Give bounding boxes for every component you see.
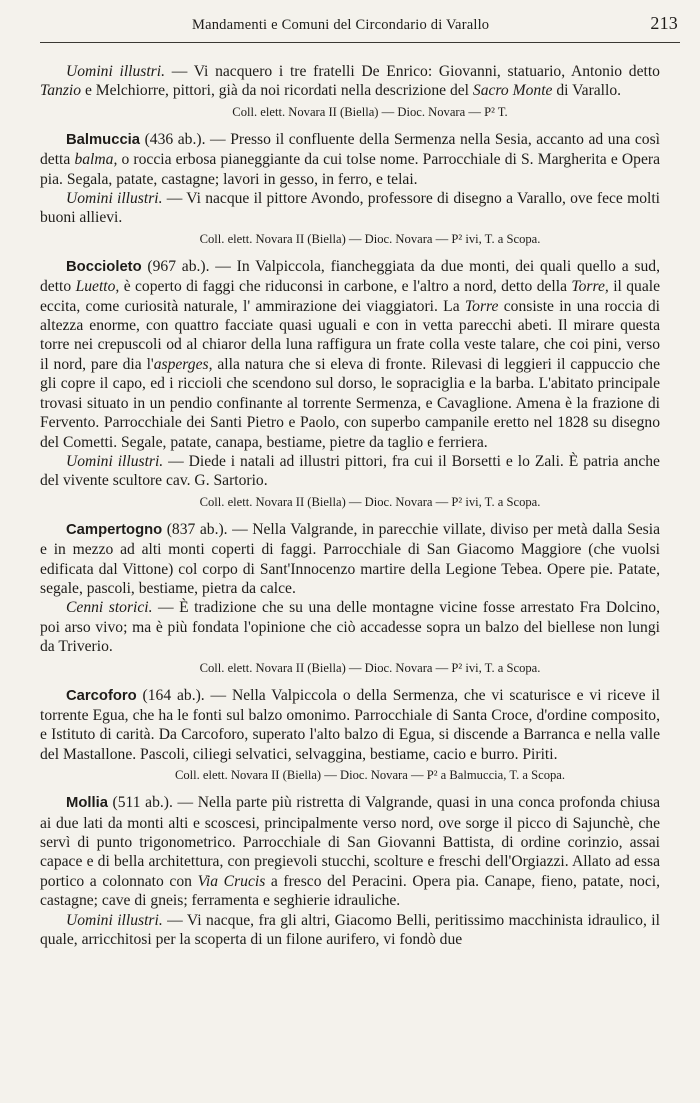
comune-name: Campertogno bbox=[66, 521, 163, 538]
paragraph: Uomini illustri. — Vi nacquero i tre fratelli De Enrico: Giovanni, statuario, Antonio detto Tanzio e Melchiorre, pittori, già da noi ricordati nella descrizione del Sacro Monte di Varallo. bbox=[40, 63, 660, 100]
header-title: Mandamenti e Comuni del Circondario di Varallo bbox=[192, 17, 490, 33]
running-header bbox=[40, 12, 680, 43]
page-number: 213 bbox=[650, 13, 678, 33]
paragraph: Uomini illustri. — Vi nacque, fra gli altri, Giacomo Belli, peritissimo macchinista idraulico, il quale, arricchitosi per la scoperta di un filone aurifero, vi fondò due bbox=[40, 911, 660, 949]
electoral-note: Coll. elett. Novara II (Biella) — Dioc. Novara — P² a Balmuccia, T. a Scopa. bbox=[174, 768, 566, 783]
entry-carcoforo bbox=[40, 686, 660, 784]
paragraph: Campertogno (837 ab.). — Nella Valgrande, in parecchie villate, diviso per metà dalla Sesia e in mezzo ad alti monti coperti di faggi. Parrocchiale di San Giacomo Maggiore (che vuolsi edificata dal Vittone) col corpo di Sant'Innocenzo martire della Legione Tebea. Opere pie. Patate, segale, pascoli, bestiame, pietra da calce. bbox=[40, 520, 660, 597]
paragraph: Carcoforo (164 ab.). — Nella Valpiccola o della Sermenza, che vi scaturisce e vi riceve il torrente Egua, che ha le fonti sul balzo omonimo. Parrocchiale di Santa Croce, d'ordine composito, e Istituto di carità. Da Carcoforo, superato l'alto balzo di Egua, si discende a Barranca e nella valle del Mastallone. Pascoli, ciliegi selvatici, selvaggina, bestiame, cacio e burro. Piriti. bbox=[40, 686, 660, 763]
entry-balmuccia bbox=[40, 130, 660, 247]
paragraph: Mollia (511 ab.). — Nella parte più ristretta di Valgrande, quasi in una conca profonda chiusa ai due lati da monti alti e scoscesi, principalmente verso nord, ove sorge il picco di Sajunchè, che servì di punto trigonometrico. Parrocchiale di San Giovanni Battista, di ordine corinzio, assai capace e di bella architettura, con pregievoli stucchi, scolture e freschi dell'Orgiazzi. Allato ad essa portico a colonnato con Via Crucis a fresco del Peracini. Opera pia. Canape, fieno, patate, noci, castagne; cave di gneis; ferramenta e seghierie idrauliche. bbox=[40, 794, 660, 910]
electoral-note: Coll. elett. Novara II (Biella) — Dioc. Novara — P² T. bbox=[232, 104, 508, 119]
comune-name: Boccioleto bbox=[66, 258, 142, 275]
electoral-note: Coll. elett. Novara II (Biella) — Dioc. Novara — P² ivi, T. a Scopa. bbox=[199, 660, 541, 675]
paragraph: Boccioleto (967 ab.). — In Valpiccola, fiancheggiata da due monti, dei quali quello a sud, detto Luetto, è coperto di faggi che riduconsi in carbone, e l'altro a nord, detto della Torre, il quale eccita, come curiosità naturale, l' ammirazione dei viaggiatori. La Torre consiste in una roccia di altezza enorme, con quattro facciate quasi uguali e con in vetta parecchi abeti. Il mirare questa torre nei crepuscoli od al chiaror della luna raffigura un frate colla veste talare, che coi pini, verso il nord, pare dia l'asperges, alla natura che si eleva di fronte. Rilevasi di leggieri il cappuccio che gli copre il capo, ed i riccioli che scendono sul dorso, le sopraciglia e la barba. L'abitato principale trovasi situato in un pendio confinante al torrente Sermenza, e Cavaglione. Amena è la frazione di Fervento. Parrocchiale dei Santi Pietro e Paolo, con superbo campanile eretto nel 1828 su disegno del Cometti. Segale, patate, canapa, bestiame, pietre da taglio e ferriera. bbox=[40, 257, 661, 451]
electoral-note: Coll. elett. Novara II (Biella) — Dioc. Novara — P² ivi, T. a Scopa. bbox=[199, 231, 541, 246]
comune-name: Carcoforo bbox=[66, 687, 137, 704]
entry-boccioleto bbox=[40, 257, 660, 510]
section-label: Uomini illustri. bbox=[66, 911, 163, 929]
page-content bbox=[40, 62, 660, 949]
paragraph: Uomini illustri. — Vi nacque il pittore Avondo, professore di disegno a Varallo, ove fece molti buoni allievi. bbox=[40, 190, 660, 227]
electoral-note: Coll. elett. Novara II (Biella) — Dioc. Novara — P² ivi, T. a Scopa. bbox=[199, 494, 541, 509]
entry-continuation bbox=[40, 62, 660, 120]
comune-name: Mollia bbox=[66, 795, 108, 812]
entry-mollia bbox=[40, 793, 660, 949]
section-label: Cenni storici. bbox=[66, 599, 153, 617]
section-label: Uomini illustri. bbox=[66, 452, 164, 470]
paragraph: Uomini illustri. — Diede i natali ad illustri pittori, fra cui il Borsetti e lo Zali. È patria anche del vivente scultore cav. G. Sartorio. bbox=[40, 452, 660, 490]
comune-name: Balmuccia bbox=[66, 131, 141, 148]
section-label: Uomini illustri. bbox=[66, 190, 163, 208]
section-label: Uomini illustri. bbox=[66, 63, 165, 80]
paragraph: Balmuccia (436 ab.). — Presso il confluente della Sermenza nella Sesia, accanto ad una così detta balma, o roccia erbosa pianeggiante da cui tolse nome. Parrocchiale di S. Margherita e Opera pia. Segala, patate, castagne; lavori in gesso, in ferro, e telai. bbox=[40, 130, 661, 188]
paragraph: Cenni storici. — È tradizione che su una delle montagne vicine fosse arrestato Fra Dolcino, poi arso vivo; ma è più fondata l'opinione che ciò accadesse sopra un balzo del biellese non lungi da Triverio. bbox=[40, 599, 660, 656]
entry-campertogno bbox=[40, 520, 660, 676]
